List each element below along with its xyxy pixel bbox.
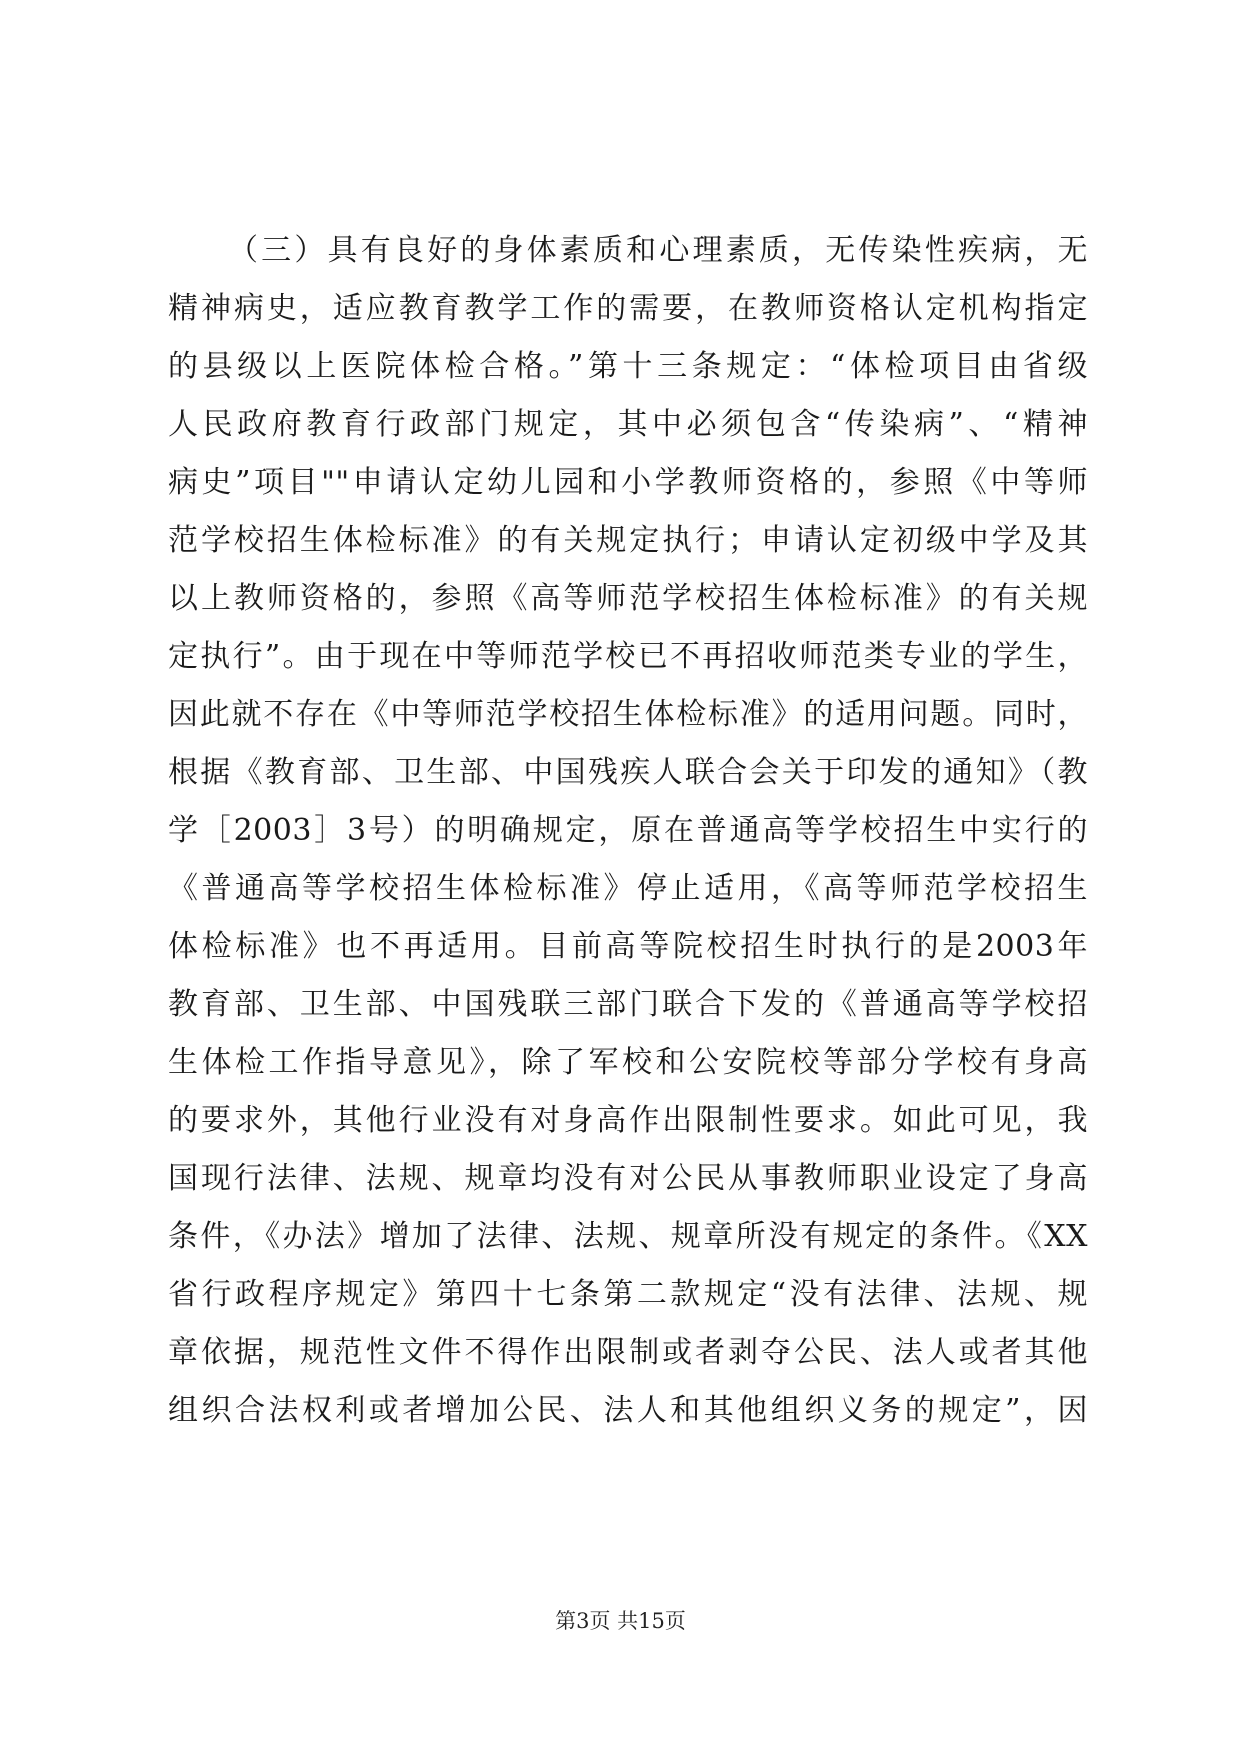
- text-line: 人民政府教育行政部门规定，其中必须包含“传染病”、“精神: [168, 407, 1088, 442]
- text-line: 范学校招生体检标准》的有关规定执行；申请认定初级中学及其: [168, 523, 1088, 558]
- text-line: 因此就不存在《中等师范学校招生体检标准》的适用问题。同时，: [168, 697, 1088, 732]
- text-line: 教育部、卫生部、中国残联三部门联合下发的《普通高等学校招: [168, 987, 1088, 1022]
- text-line: 国现行法律、法规、规章均没有对公民从事教师职业设定了身高: [168, 1161, 1088, 1196]
- text-line: 体检标准》也不再适用。目前高等院校招生时执行的是2003年: [168, 929, 1088, 964]
- text-line: 以上教师资格的，参照《高等师范学校招生体检标准》的有关规: [168, 581, 1088, 616]
- text-line: 省行政程序规定》第四十七条第二款规定“没有法律、法规、规: [168, 1277, 1088, 1312]
- text-line: 学［2003］3号）的明确规定，原在普通高等学校招生中实行的: [168, 813, 1088, 848]
- text-line: （三）具有良好的身体素质和心理素质，无传染性疾病，无: [228, 233, 1088, 268]
- text-line: 病史”项目""申请认定幼儿园和小学教师资格的，参照《中等师: [168, 465, 1088, 500]
- text-line: 精神病史，适应教育教学工作的需要，在教师资格认定机构指定: [168, 291, 1088, 326]
- text-line: 根据《教育部、卫生部、中国残疾人联合会关于印发的通知》（教: [168, 755, 1088, 790]
- body-paragraph: [168, 222, 1088, 1440]
- text-line: 组织合法权利或者增加公民、法人和其他组织义务的规定”，因: [168, 1393, 1088, 1428]
- text-line: 生体检工作指导意见》，除了军校和公安院校等部分学校有身高: [168, 1045, 1088, 1080]
- text-line: 条件，《办法》增加了法律、法规、规章所没有规定的条件。《XX: [168, 1219, 1088, 1254]
- text-line: 章依据，规范性文件不得作出限制或者剥夺公民、法人或者其他: [168, 1335, 1088, 1370]
- text-line: 的县级以上医院体检合格。”第十三条规定：“体检项目由省级: [168, 349, 1088, 384]
- page-number-footer: 第3页 共15页: [555, 1609, 686, 1633]
- text-line: 的要求外，其他行业没有对身高作出限制性要求。如此可见，我: [168, 1103, 1088, 1138]
- text-line: 定执行”。由于现在中等师范学校已不再招收师范类专业的学生，: [168, 639, 1088, 674]
- text-line: 《普通高等学校招生体检标准》停止适用，《高等师范学校招生: [168, 871, 1088, 906]
